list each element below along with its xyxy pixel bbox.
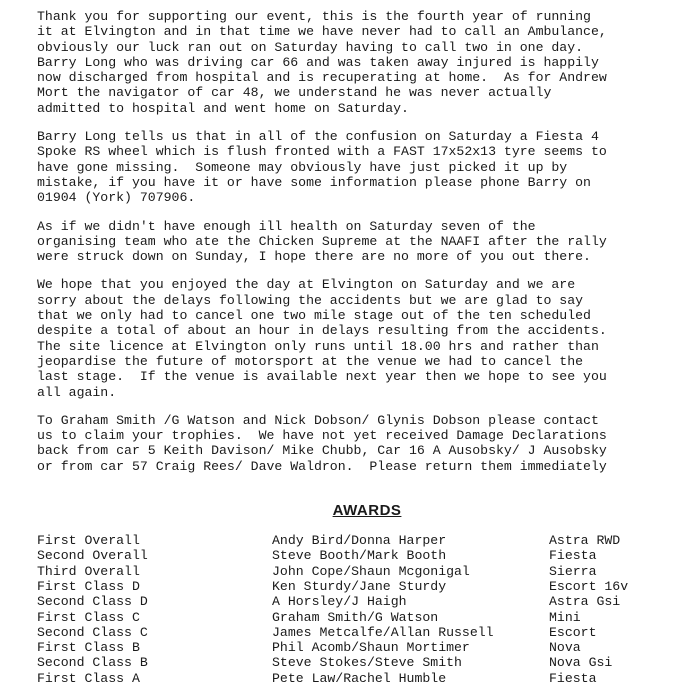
award-row (37, 640, 677, 655)
award-car: Escort (549, 624, 597, 640)
paragraph-line: obviously our luck ran out on Saturday having to call two in one day. (37, 39, 584, 55)
paragraph-line: 01904 (York) 707906. (37, 190, 196, 206)
paragraph-line: Barry Long tells us that in all of the confusion on Saturday a Fiesta 4 (37, 129, 599, 145)
award-row (37, 533, 677, 548)
paragraph-line: We hope that you enjoyed the day at Elvington on Saturday and we are (37, 277, 576, 293)
award-crew: Graham Smith/G Watson (272, 609, 439, 625)
award-row (37, 594, 677, 609)
award-car: Fiesta (549, 548, 597, 564)
award-place: First Overall (37, 533, 140, 549)
award-car: Nova Gsi (549, 655, 613, 671)
paragraph-line: As if we didn't have enough ill health on Saturday seven of the (37, 218, 536, 234)
paragraph (37, 219, 677, 265)
document-page (37, 9, 677, 686)
paragraph-line: back from car 5 Keith Davison/ Mike Chubb, Car 16 A Ausobsky/ J Ausobsky (37, 443, 607, 459)
paragraph-line: admitted to hospital and went home on Saturday. (37, 100, 409, 116)
award-car: Mini (549, 609, 581, 625)
award-row (37, 564, 677, 579)
award-row (37, 579, 677, 594)
award-row (37, 548, 677, 563)
paragraph-line: The site licence at Elvington only runs until 18.00 hrs and rather than (37, 338, 599, 354)
award-row (37, 610, 677, 625)
award-crew: A Horsley/J Haigh (272, 594, 407, 610)
paragraph-line: that we only had to cancel one two mile stage out of the ten scheduled (37, 308, 591, 324)
paragraph-line: or from car 57 Craig Rees/ Dave Waldron. Please return them immediately (37, 458, 607, 474)
award-crew: Steve Booth/Mark Booth (272, 548, 447, 564)
paragraph-line: Barry Long who was driving car 66 and was taken away injured is happily (37, 54, 599, 70)
paragraph-line: us to claim your trophies. We have not yet received Damage Declarations (37, 428, 607, 444)
award-crew: Steve Stokes/Steve Smith (272, 655, 462, 671)
award-crew: John Cope/Shaun Mcgonigal (272, 563, 470, 579)
award-row (37, 625, 677, 640)
award-crew: Phil Acomb/Shaun Mortimer (272, 640, 470, 656)
award-place: First Class A (37, 670, 140, 686)
award-place: Second Class D (37, 594, 148, 610)
body-text (37, 9, 677, 474)
paragraph-line: last stage. If the venue is available next year then we hope to see you (37, 369, 607, 385)
award-crew: Pete Law/Rachel Humble (272, 670, 447, 686)
paragraph-line: all again. (37, 384, 117, 400)
award-place: Second Class B (37, 655, 148, 671)
award-car: Astra Gsi (549, 594, 621, 610)
award-row (37, 655, 677, 670)
paragraph-line: have gone missing. Someone may obviously have just picked it up by (37, 159, 568, 175)
paragraph-line: Spoke RS wheel which is flush fronted with a FAST 17x52x13 tyre seems to (37, 144, 607, 160)
award-place: Second Overall (37, 548, 148, 564)
award-crew: Ken Sturdy/Jane Sturdy (272, 578, 447, 594)
paragraph (37, 9, 677, 116)
paragraph-line: Mort the navigator of car 48, we understand he was never actually (37, 85, 552, 101)
paragraph (37, 413, 677, 474)
paragraph-line: jeopardise the future of motorsport at the venue we had to cancel the (37, 353, 584, 369)
award-car: Nova (549, 640, 581, 656)
paragraph-line: To Graham Smith /G Watson and Nick Dobson/ Glynis Dobson please contact (37, 412, 599, 428)
award-row (37, 671, 677, 686)
paragraph (37, 129, 677, 205)
award-crew: Andy Bird/Donna Harper (272, 533, 447, 549)
award-place: First Class C (37, 609, 140, 625)
paragraph-line: sorry about the delays following the accidents but we are glad to say (37, 292, 584, 308)
awards-table (37, 533, 677, 686)
awards-heading: AWARDS (332, 502, 402, 520)
award-place: First Class D (37, 578, 140, 594)
award-place: First Class B (37, 640, 140, 656)
paragraph-line: were struck down on Sunday, I hope there are no more of you out there. (37, 249, 591, 265)
award-crew: James Metcalfe/Allan Russell (272, 624, 494, 640)
paragraph-line: organising team who ate the Chicken Supreme at the NAAFI after the rally (37, 233, 607, 249)
award-car: Sierra (549, 563, 597, 579)
paragraph-line: despite a total of about an hour in delays resulting from the accidents. (37, 323, 607, 339)
award-car: Astra RWD (549, 533, 621, 549)
paragraph-line: mistake, if you have it or have some information please phone Barry on (37, 174, 591, 190)
award-car: Fiesta (549, 670, 597, 686)
award-place: Second Class C (37, 624, 148, 640)
paragraph-line: now discharged from hospital and is recuperating at home. As for Andrew (37, 70, 607, 86)
paragraph-line: Thank you for supporting our event, this is the fourth year of running (37, 9, 591, 24)
paragraph (37, 277, 677, 399)
award-place: Third Overall (37, 563, 140, 579)
award-car: Escort 16v (549, 578, 629, 594)
paragraph-line: it at Elvington and in that time we have never had to call an Ambulance, (37, 24, 607, 40)
